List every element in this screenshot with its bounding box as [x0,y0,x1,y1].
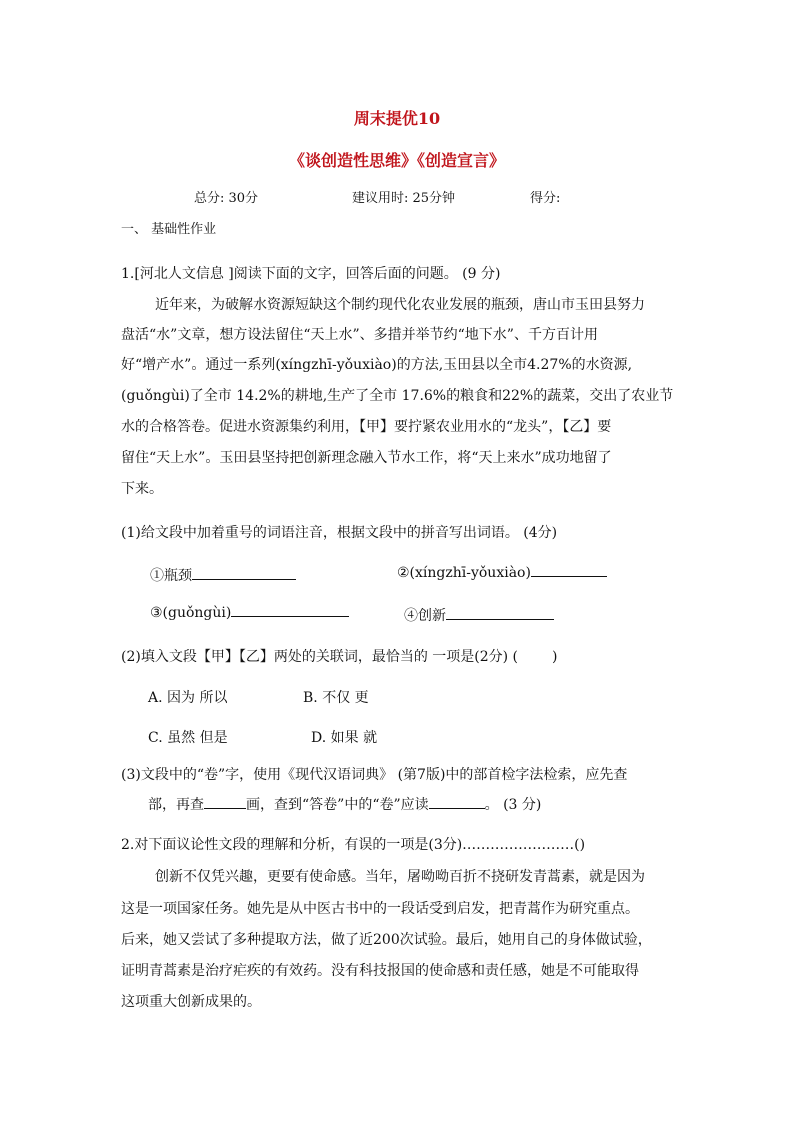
answer-label-d: ④创新 [404,608,446,624]
sub-question-3-text-a: 部，再查 [148,797,204,813]
answer-blank-d[interactable] [446,618,554,620]
answer-blank-c[interactable] [231,615,349,617]
option-c[interactable]: C. 虽然 但是 [148,730,228,746]
q2-passage-line: 创新不仅凭兴趣，更要有使命感。当年，屠呦呦百折不挠研发青蒿素，就是因为 [155,869,645,885]
answer-label-b: ②(xíngzhī-yǒuxiào) [397,565,531,581]
option-d[interactable]: D. 如果 就 [311,730,378,746]
answer-item-c [150,605,349,621]
q1-passage-line: 水的合格答卷。促进水资源集约利用，【甲】要拧紧农业用水的“龙头”，【乙】要 [121,419,612,435]
q2-passage-line: 后来，她又尝试了多种提取方法，做了近200次试验。最后，她用自己的身体做试验， [121,932,652,948]
q1-passage-line: 好“增产水”。通过一系列(xíngzhī-yǒuxiào)的方法,玉田县以全市4.27%的水资源, [121,357,633,373]
q2-passage-line: 证明青蒿素是治疗疟疾的有效药。没有科技报国的使命感和责任感，她是不可能取得 [121,963,639,979]
score-field: 得分: [530,191,561,206]
answer-item-a [150,565,296,585]
answer-label-c: ③(guǒngùi) [150,605,232,621]
sub-question-3-text-c: 。 (3 分) [484,797,542,813]
answer-label-a: ①瓶颈 [150,568,192,584]
sub-question-2-stem [121,646,558,666]
option-b[interactable]: B. 不仅 更 [303,690,369,706]
sub-question-3-line-1: (3)文段中的“卷”字，使用《现代汉语词典》 (第7版)中的部首检字法检索，应先查 [121,767,628,783]
answer-blank-b[interactable] [531,575,607,577]
answer-item-b [397,565,607,581]
q2-passage-line: 这是一项国家任务。她先是从中医古书中的一段话受到启发，把青蒿作为研究重点。 [121,901,639,917]
answer-blank-strokes[interactable] [204,807,246,809]
q1-passage-line: 下来。 [121,481,163,497]
answer-blank-a[interactable] [192,578,296,580]
sub-question-1-stem: (1)给文段中加着重号的词语注音，根据文段中的拼音写出词语。 (4分) [121,525,558,541]
sub-question-3-text-b: 画，查到“答卷”中的“卷”应读 [246,797,429,813]
suggested-time: 建议用时: 25分钟 [352,191,456,206]
section-heading: 一、 基础性作业 [121,222,217,237]
page-title: 周末提优10 [353,109,441,128]
sub-question-3-line-2 [148,794,541,814]
question-2-stem: 2.对下面议论性文段的理解和分析，有误的一项是(3分)……………………() [121,837,586,853]
answer-item-d [404,605,554,625]
q2-passage-line: 这项重大创新成果的。 [121,994,261,1010]
q1-passage-line: 留住“天上水”。玉田县坚持把创新理念融入节水工作，将“天上来水”成功地留了 [121,450,612,466]
sub-question-2-text: (2)填入文段【甲】【乙】两处的关联词，最恰当的 一项是(2分) ( [121,649,519,665]
answer-blank-pronunciation[interactable] [429,807,485,809]
option-a[interactable]: A. 因为 所以 [148,690,228,706]
q1-passage-line: 近年来，为破解水资源短缺这个制约现代化农业发展的瓶颈，唐山市玉田县努力 [155,297,645,313]
q1-passage-line: (guǒngùi)了全市 14.2%的耕地,生产了全市 17.6%的粮食和22%的蔬菜，交出了农业节 [121,388,674,404]
question-1-stem: 1.[河北人文信息 ]阅读下面的文字，回答后面的问题。 (9 分) [121,266,501,282]
q1-passage-line: 盘活“水”文章，想方设法留住“天上水”、多措并举节约“地下水”、千方百计用 [121,327,598,343]
total-score: 总分: 30分 [194,191,259,206]
sub-question-2-close: ) [552,649,558,665]
page-subtitle: 《谈创造性思维》《创造宣言》 [288,151,505,170]
